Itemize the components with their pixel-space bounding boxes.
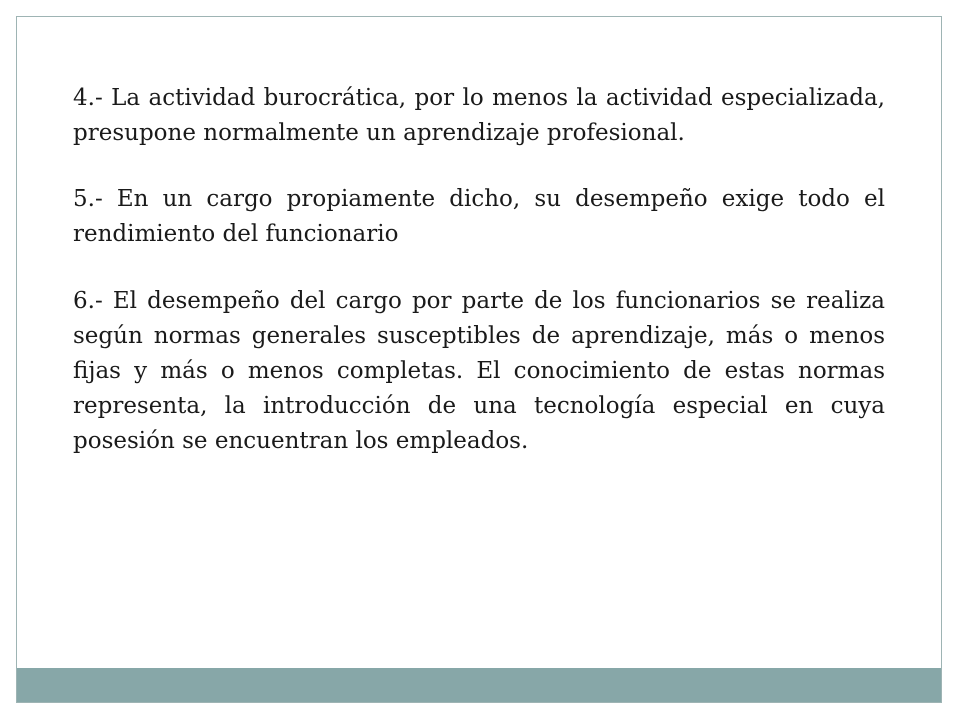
slide-body xyxy=(73,81,885,459)
paragraph-4: 4.- La actividad burocrática, por lo menos la actividad especializada, presupone normalmente un aprendizaje profesional. xyxy=(73,85,885,146)
slide-frame xyxy=(16,16,942,703)
footer-bar xyxy=(17,668,941,702)
paragraph-5: 5.- En un cargo propiamente dicho, su desempeño exige todo el rendimiento del funcionario xyxy=(73,186,885,247)
paragraph-6: 6.- El desempeño del cargo por parte de los funcionarios se realiza según normas generales susceptibles de aprendizaje, más o menos fijas y más o menos completas. El conocimiento de estas normas representa, la introducción de una tecnología especial en cuya posesión se encuentran los empleados. xyxy=(73,288,885,454)
